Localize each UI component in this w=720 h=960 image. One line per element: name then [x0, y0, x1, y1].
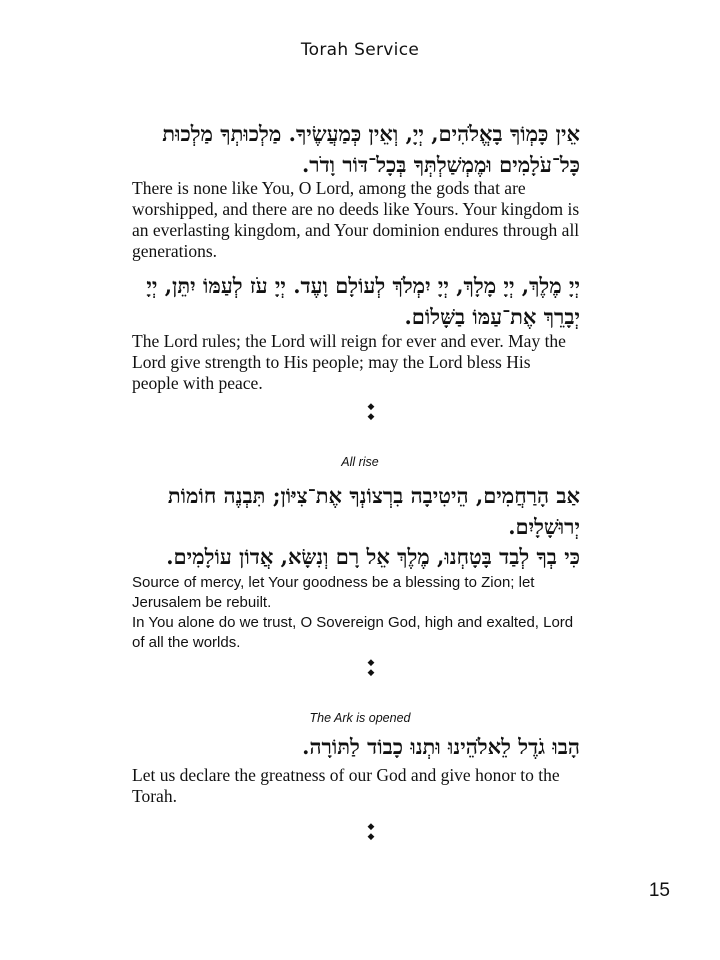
english-translation-4: Let us declare the greatness of our God and give honor to the Torah.: [132, 765, 560, 806]
hebrew-verse-4: הָבוּ גֹדֶל לֵאלֹהֵינוּ וּתְנוּ כָבוֹד לַתּוֹרָה.: [302, 734, 580, 759]
page-number: 15: [648, 880, 670, 901]
hebrew-verse-2: יְיָ מֶלֶךְ, יְיָ מָלָךְ, יְיָ יִמְלֹךְ לְעוֹלָם וָעֶד. יְיָ עֹז לְעַמּוֹ יִתֵּן, יְיָ יְבָרֵךְ אֶת־עַמּוֹ בַשָּׁלוֹם.: [146, 273, 580, 329]
rubric-all-rise: All rise: [341, 455, 379, 469]
hebrew-verse-3b: כִּי בְךָ לְבַד בָּטָחְנוּ, מֶלֶךְ אֵל רָם וְנִשָּׂא, אֲדוֹן עוֹלָמִים.: [166, 544, 580, 569]
section-divider-1: ◆ ◆: [367, 402, 383, 422]
section-divider-3: ◆ ◆: [367, 822, 383, 842]
english-translation-2: The Lord rules; the Lord will reign for ever and ever. May the Lord give strength to His people; may the Lord bless His people with peace.: [132, 331, 566, 393]
section-divider-2: ◆ ◆: [367, 658, 383, 678]
hebrew-verse-1: אֵין כָּמְוֹךָ בָאֱלֹהִים, יְיָ, וְאֵין כְּמַעֲשֶׂיךָ. מַלְכוּתְךָ מַלְכוּת כָּל־עֹלָמִים וּמֶמְשַׁלְתְּךָ בְּכָל־דּוֹר וָדֹר.: [162, 121, 580, 177]
english-translation-3a: Source of mercy, let Your goodness be a blessing to Zion; let Jerusalem be rebuilt.: [132, 574, 535, 611]
english-translation-3b: In You alone do we trust, O Sovereign God, high and exalted, Lord of all the worlds.: [132, 614, 574, 651]
rubric-ark-opened: The Ark is opened: [309, 711, 411, 725]
hebrew-verse-3a: אַב הָרַחֲמִים, הֵיטִיבָה בִרְצוֹנְךָ אֶת־צִיּוֹן; תִּבְנֶה חוֹמוֹת יְרוּשָׁלָיִם.: [167, 483, 580, 539]
page-title: Torah Service: [300, 40, 420, 60]
english-translation-1: There is none like You, O Lord, among the gods that are worshipped, and there are no deeds like Yours. Your kingdom is an everlasting kingdom, and Your dominion endures through all generations.: [132, 178, 580, 261]
